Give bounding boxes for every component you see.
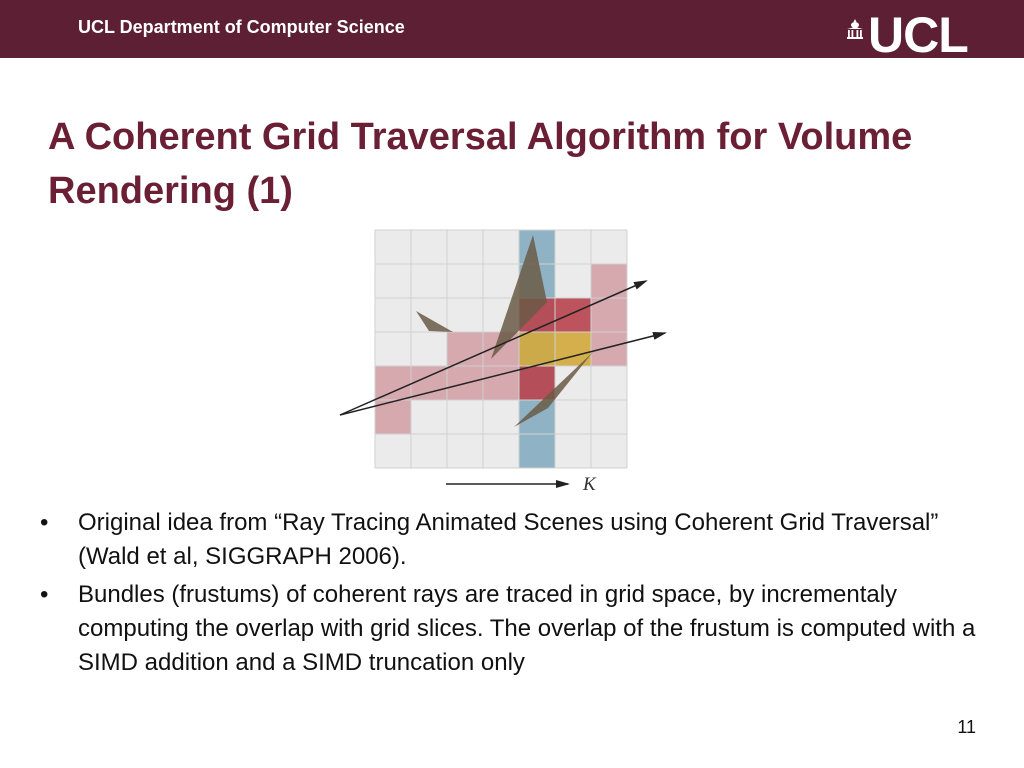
ucl-logo <box>846 7 996 63</box>
grid-cell <box>411 332 447 366</box>
grid-cell <box>411 264 447 298</box>
grid-cell <box>447 434 483 468</box>
bullet-marker: • <box>40 581 49 608</box>
k-axis-label: K <box>583 474 596 494</box>
page-number: 11 <box>957 717 976 737</box>
grid-cell <box>447 264 483 298</box>
grid-cell <box>519 434 555 468</box>
grid-cell <box>483 434 519 468</box>
grid-cell <box>555 264 591 298</box>
department-name: UCL Department of Computer Science <box>78 17 405 37</box>
overlap-cell <box>591 264 627 298</box>
grid-cell <box>555 230 591 264</box>
grid-cell <box>591 366 627 400</box>
grid-cell <box>483 230 519 264</box>
grid-cell <box>411 400 447 434</box>
grid-cell <box>591 434 627 468</box>
grid-cell <box>375 332 411 366</box>
grid-cell <box>375 230 411 264</box>
bullet-marker: • <box>40 509 49 536</box>
grid-traversal-figure <box>330 222 670 494</box>
grid-cell <box>375 298 411 332</box>
grid-cell <box>591 230 627 264</box>
grid-cell <box>447 298 483 332</box>
grid-cell <box>411 434 447 468</box>
grid-cell <box>447 230 483 264</box>
grid-cell <box>447 400 483 434</box>
bullet-text: Original idea from “Ray Tracing Animated Scenes using Coherent Grid Traversal” (Wald et al, SIGGRAPH 2006). <box>78 509 939 570</box>
grid-cell <box>483 400 519 434</box>
bullet-text: Bundles (frustums) of coherent rays are traced in grid space, by incrementaly computing the overlap with grid slices. The overlap of the frustum is computed with a SIMD addition and a SIMD truncation only <box>78 581 976 676</box>
grid-cell <box>555 400 591 434</box>
bullet-list <box>40 506 990 684</box>
overlap-cell <box>375 366 411 400</box>
grid-cell <box>591 400 627 434</box>
slide-title: A Coherent Grid Traversal Algorithm for Volume Rendering (1) <box>48 116 913 212</box>
grid-cell <box>555 434 591 468</box>
header-bar <box>0 0 1024 63</box>
overlap-cell <box>591 332 627 366</box>
frustum-core-cell <box>519 332 555 366</box>
grid-cell <box>375 434 411 468</box>
portico-icon <box>846 18 864 40</box>
bullet-item <box>40 578 990 680</box>
grid-cell <box>375 264 411 298</box>
bullet-item <box>40 506 990 574</box>
logo-text: UCL <box>868 7 968 63</box>
grid-cell <box>411 230 447 264</box>
frustum-edge-cell <box>555 298 591 332</box>
